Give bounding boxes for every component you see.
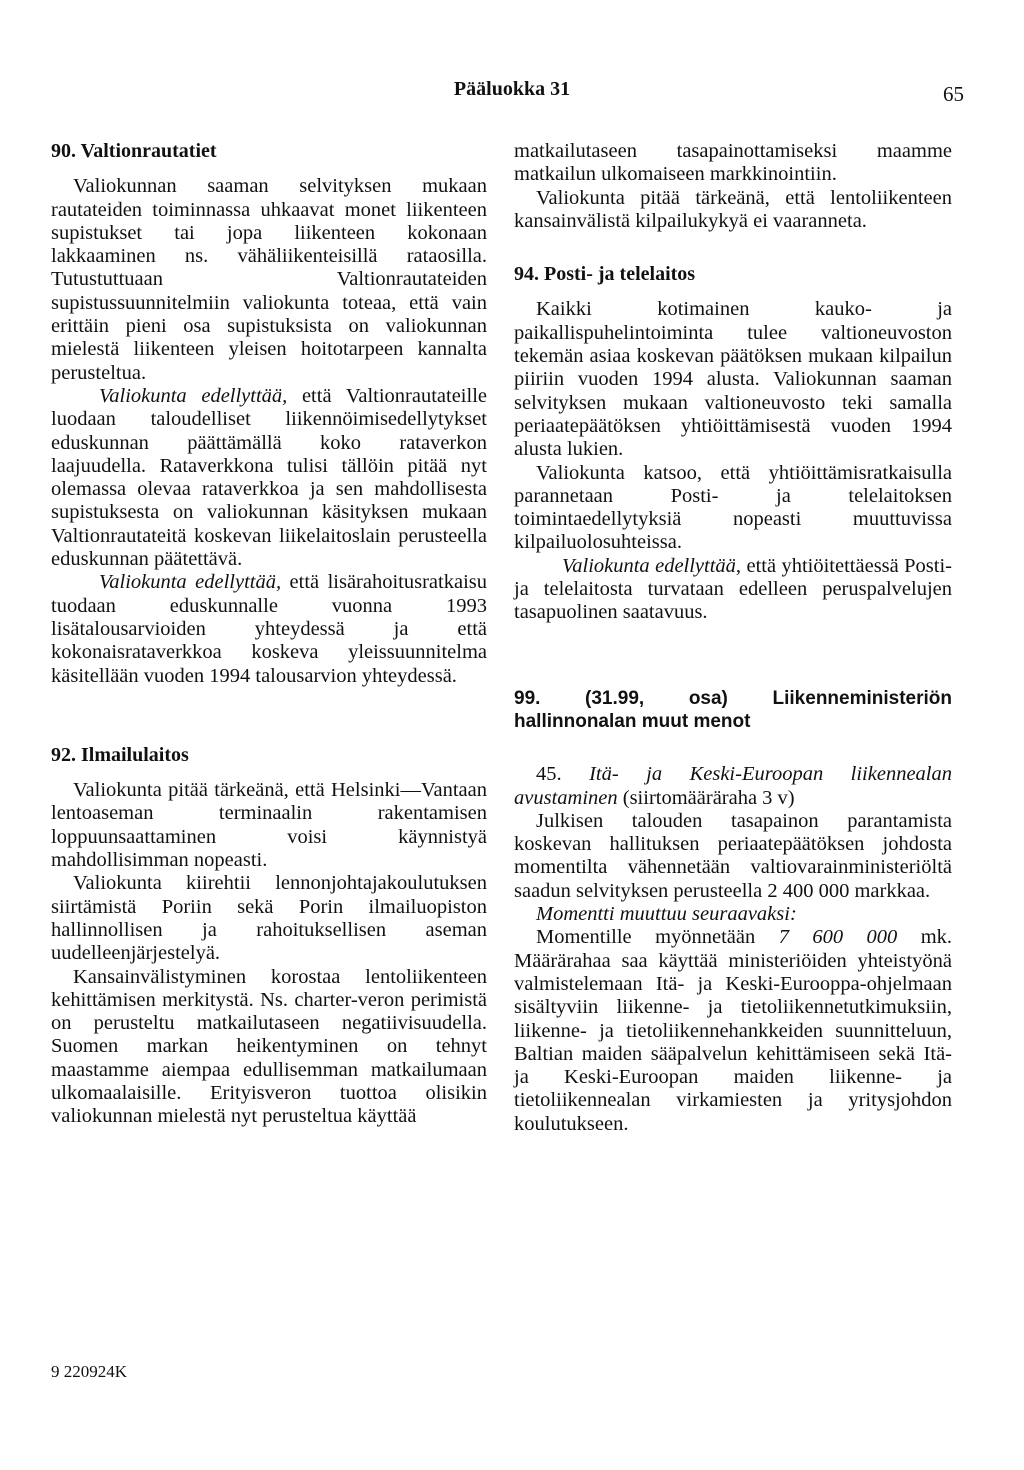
section-99-paragraph-1: Julkisen talouden tasapainon parantamista koskevan hallituksen periaatepäätöksen johdosta momentilta vähennetään valtiovarainministeriöltä saadun selvityksen perusteella 2 400 000 markkaa. (514, 809, 952, 902)
page-number: 65 (943, 82, 964, 106)
item-number: 45. (536, 763, 562, 786)
section-90-heading: 90. Valtionrautatiet (51, 140, 217, 162)
paragraph-text: (siirtomääräraha 3 v) (617, 786, 795, 809)
section-99-item-title (514, 763, 952, 810)
emphasis: 7 600 000 (778, 926, 898, 949)
section-94-paragraph-2: Valiokunta katsoo, että yhtiöittämisratkaisulla parannetaan Posti- ja telelaitoksen toimintaedellytyksiä nopeasti muuttuvissa kilpailuolosuhteissa. (514, 461, 952, 554)
emphasis: Itä- ja Keski-Euroopan liikennealan avustaminen (514, 763, 952, 809)
section-92-paragraph-2: Valiokunta kiirehtii lennonjohtajakoulutuksen siirtämistä Poriin sekä Porin ilmailuopiston hallinnollisen ja rahoituksellisen aseman uudelleenjärjestelyä. (51, 872, 487, 965)
emphasis: Momentti muuttuu seuraavaksi: (536, 903, 797, 926)
section-90-paragraph-2 (51, 385, 487, 571)
paragraph-text: että Valtionrautateille luodaan taloudelliset liikennöimisedellytykset eduskunnan päättämällä koko rataverkon laajuudella. Rataverkkona tulisi tällöin pitää nyt olemassa olevaa rataverkkoa ja sen mahdollisesta supistuksesta on valiokunnan käsityksen mukaan Valtionrautateitä koskevan liikelaitoslain perusteella eduskunnan päätettävä. (51, 384, 487, 571)
paragraph-text: Momentille myönnetään (536, 926, 779, 949)
section-99-paragraph-2 (514, 926, 952, 1136)
running-title: Pääluokka 31 (453, 78, 571, 100)
section-92-paragraph-4: Valiokunta pitää tärkeänä, että lentoliikenteen kansainvälistä kilpailukykyä ei vaaranneta. (514, 186, 952, 232)
emphasis: Valiokunta edellyttää, (562, 554, 742, 577)
section-99-heading: 99. (31.99, osa) Liikenneministeriön hallinnonalan muut menot (514, 687, 952, 732)
section-99-change-note (514, 903, 952, 926)
section-94-heading: 94. Posti- ja telelaitos (514, 263, 696, 286)
section-92-continuation: matkailutaseen tasapainottamiseksi maamme matkailun ulkomaiseen markkinointiin. (514, 140, 952, 186)
paragraph-text: mk. Määrärahaa saa käyttää ministeriöiden yhteistyönä valmistelemaan Itä- ja Keski-Eurooppa-ohjelmaan sisältyviin liikenne- ja tietoliikennetutkimuksiin, liikenne- ja tietoliikennehankkeiden suunnitteluun, Baltian maiden sääpalvelun kehittämiseen sekä Itä- ja Keski-Euroopan maiden liikenne- ja tietoliikennealan virkamiesten ja yritysjohdon koulutukseen. (514, 926, 953, 1135)
emphasis: Valiokunta edellyttää, (99, 571, 282, 594)
section-92-heading: 92. Ilmailulaitos (51, 743, 189, 766)
section-94-paragraph-3 (514, 555, 952, 625)
section-90-paragraph-1: Valiokunnan saaman selvityksen mukaan rautateiden toiminnassa uhkaavat monet liikenteen supistukset tai jopa liikenteen kokonaan lakkaaminen ns. vähäliikenteisillä rataosilla. Tutustuttuaan Valtionrautateiden supistussuunnitelmiin valiokunta toteaa, että vain erittäin pieni osa supistuksista on valiokunnan mielestä liikenteen yleisen hoitotarpeen kannalta perusteltua. (51, 175, 487, 384)
section-92-paragraph-1: Valiokunta pitää tärkeänä, että Helsinki—Vantaan lentoaseman terminaalin rakentamisen loppuunsaattaminen voisi käynnistyä mahdollisimman nopeasti. (51, 779, 487, 872)
print-code: 9 220924K (51, 1362, 128, 1381)
section-94-paragraph-1: Kaikki kotimainen kauko- ja paikallispuhelintoiminta tulee valtioneuvoston tekemän asiaa koskevan päätöksen mukaan kilpailun piiriin vuoden 1994 alusta. Valiokunnan saaman selvityksen mukaan valtioneuvosto teki samalla periaatepäätöksen yhtiöittämisestä vuoden 1994 alusta lukien. (514, 298, 952, 461)
paragraph-text: että lisärahoitusratkaisu tuodaan eduskunnalle vuonna 1993 lisätalousarvioiden yhteydessä ja että kokonaisrataverkkoa koskeva yleissuunnitelma käsitellään vuoden 1994 talousarvion yhteydessä. (51, 571, 487, 687)
paragraph-text: että yhtiöitettäessä Posti- ja telelaitosta turvataan edelleen peruspalvelujen tasapuolinen saatavuus. (514, 554, 953, 624)
left-column (51, 140, 487, 1129)
emphasis: Valiokunta edellyttää, (99, 384, 288, 407)
section-92-paragraph-3: Kansainvälistyminen korostaa lentoliikenteen kehittämisen merkitystä. Ns. charter-veron perimistä on perusteltu matkailutaseen negatiivisuudella. Suomen markan heikentyminen on tehnyt maastamme aiempaa edullisemman matkailumaan ulkomaalaisille. Erityisveron tuottoa olisikin valiokunnan mielestä nyt perusteltua käyttää (51, 965, 487, 1128)
right-column (514, 140, 952, 1136)
page-header (0, 78, 1024, 108)
section-90-paragraph-3 (51, 571, 487, 687)
